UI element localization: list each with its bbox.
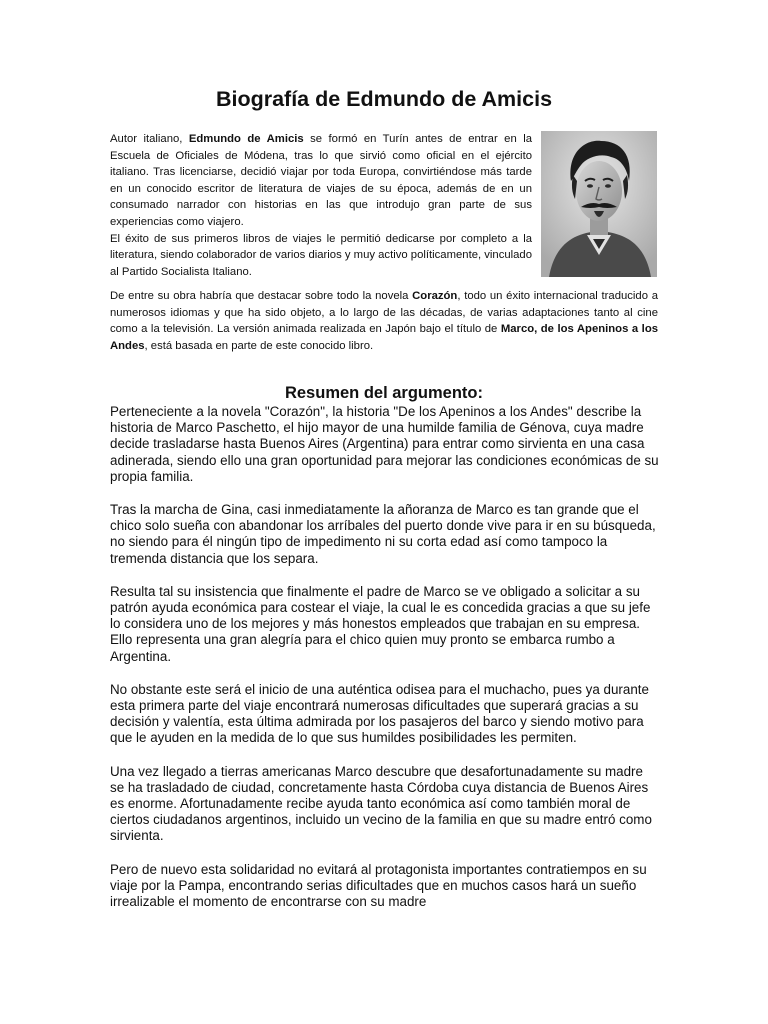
author-portrait [541,131,657,277]
intro-text-rest: se formó en Turín antes de entrar en la Escuela de Oficiales de Módena, tras lo que sirvió como oficial en el ejército italiano. Tras licenciarse, decidió viajar por toda Europa, convirtiéndose más tarde en un conocido escritor de literatura de viajes de su época, además de en un consumado narrador con historias en las que introdujo gran parte de sus experiencias como viajero. [110,133,532,228]
summary-heading: Resumen del argumento: [284,384,484,402]
page-title: Biografía de Edmundo de Amicis [215,87,553,111]
works-paragraph [110,288,658,354]
works-text-1: De entre su obra habría que destacar sobre todo la novela [110,290,413,302]
novel-title: Corazón [412,290,458,302]
intro-section [110,131,532,280]
summary-paragraph: Resulta tal su insistencia que finalmente el padre de Marco se ve obligado a solicitar a su patrón ayuda económica para costear el viaje, la cual le es concedida gracias a que su jefe lo considera uno de los mejores y más honestos empleados que trabajan en su empresa. Ello representa una gran alegría para el chico quien muy pronto se embarca rumbo a Argentina. [110,583,651,664]
anime-title: Marco, de los Apeninos a los Andes [110,323,658,352]
works-text-3: , está basada en parte de este conocido libro. [144,339,374,352]
summary-paragraph: Pero de nuevo esta solidaridad no evitará al protagonista importantes contratiempos en su viaje por la Pampa, encontrando serias dificultades que en muchos casos hará un sueño irrealizable el momento de encontrarse con su madre [110,861,647,910]
summary-section [110,404,660,927]
summary-paragraph: Tras la marcha de Gina, casi inmediatamente la añoranza de Marco es tan grande que el chico solo sueña con abandonar los arríbales del puerto donde vive para ir en su búsqueda, no siendo para él ningún tipo de impedimento ni su corta edad así como tampoco la tremenda distancia que los separa. [110,502,656,566]
intro-paragraph-2: El éxito de sus primeros libros de viajes le permitió dedicarse por completo a la literatura, siendo colaborador de varios diarios y muy activo políticamente, vinculado al Partido Socialista Italiano. [110,232,532,278]
intro-paragraph-1 [110,131,532,231]
portrait-photo-icon [541,131,657,277]
author-name: Edmundo de Amicis [188,133,304,145]
intro-text: Autor italiano, [110,133,189,145]
summary-paragraph: Perteneciente a la novela "Corazón", la historia "De los Apeninos a los Andes" describe la historia de Marco Paschetto, el hijo mayor de una humilde familia de Génova, cuya madre decide trasladarse hasta Buenos Aires (Argentina) para entrar como sirvienta en una casa adinerada, siendo ello una gran oportunidad para mejorar las condiciones económicas de su propia familia. [110,404,659,484]
summary-paragraph: Una vez llegado a tierras americanas Marco descubre que desafortunadamente su madre se ha trasladado de ciudad, concretamente hasta Córdoba cuya distancia de Buenos Aires es enorme. Afortunadamente recibe ayuda tanto económica así como también moral de ciertos ciudadanos argentinos, incluido un vecino de la familia en que su madre entró como sirvienta. [110,763,652,844]
summary-paragraph: No obstante este será el inicio de una auténtica odisea para el muchacho, pues ya durante esta primera parte del viaje encontrará numerosas dificultades que superará gracias a su decisión y valentía, esta última admirada por los pasajeros del barco y siendo motivo para que le ayuden en la medida de lo que sus humildes posibilidades les permiten. [110,681,649,746]
works-text-2: , todo un éxito internacional traducido a numerosos idiomas y que ha sido objeto, a lo largo de las décadas, de varias adaptaciones tanto al cine como a la televisión. La versión animada realizada en Japón bajo el título de [110,290,659,336]
